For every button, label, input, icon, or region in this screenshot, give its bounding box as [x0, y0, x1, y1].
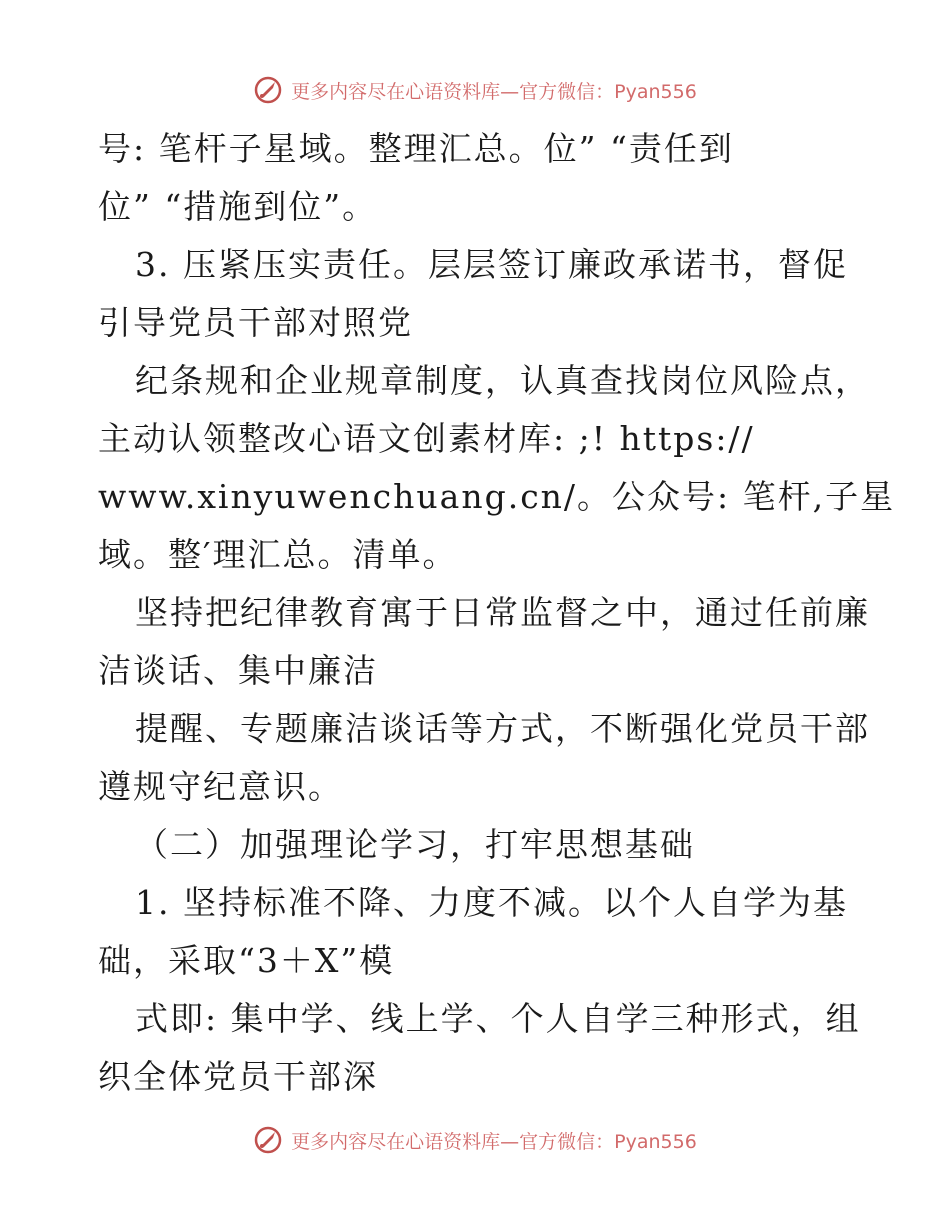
header-text: 更多内容尽在心语资料库—官方微信：Pyan556 — [291, 80, 697, 103]
text-line: 提醒、专题廉洁谈话等方式，不断强化党员干部 — [135, 709, 870, 748]
text-line: 引导党员干部对照党 — [98, 303, 413, 342]
text-line: 纪条规和企业规章制度，认真查找岗位风险点， — [135, 361, 870, 400]
text-line: 1. 坚持标准不降、力度不减。以个人自学为基 — [135, 883, 848, 922]
text-line: 号: 笔杆子星域。整理汇总。位” “责任到 — [98, 129, 734, 168]
text-line: 织全体党员干部深 — [98, 1057, 378, 1096]
quill-logo-icon — [253, 75, 283, 105]
text-line: 主动认领整改心语文创素材库: ;! https:// — [98, 419, 755, 458]
text-line: 础，采取“3＋X”模 — [98, 941, 395, 980]
text-line: 遵规守纪意识。 — [98, 767, 343, 806]
header-banner — [0, 70, 950, 110]
text-line: 域。整′理汇总。清单。 — [98, 535, 458, 574]
text-line: 位” “措施到位”。 — [98, 187, 378, 226]
text-line: www.xinyuwenchuang.cn/。公众号: 笔杆,子星 — [98, 477, 896, 516]
document-body — [98, 120, 896, 1106]
text-line: 式即: 集中学、线上学、个人自学三种形式，组 — [135, 999, 861, 1038]
text-line: 坚持把纪律教育寓于日常监督之中，通过任前廉 — [135, 593, 870, 632]
text-line: 3. 压紧压实责任。层层签订廉政承诺书，督促 — [135, 245, 848, 284]
section-heading: （二）加强理论学习，打牢思想基础 — [135, 825, 695, 864]
text-line: 洁谈话、集中廉洁 — [98, 651, 378, 690]
footer-text: 更多内容尽在心语资料库—官方微信：Pyan556 — [291, 1130, 697, 1153]
footer-banner — [0, 1120, 950, 1160]
quill-logo-icon — [253, 1125, 283, 1155]
